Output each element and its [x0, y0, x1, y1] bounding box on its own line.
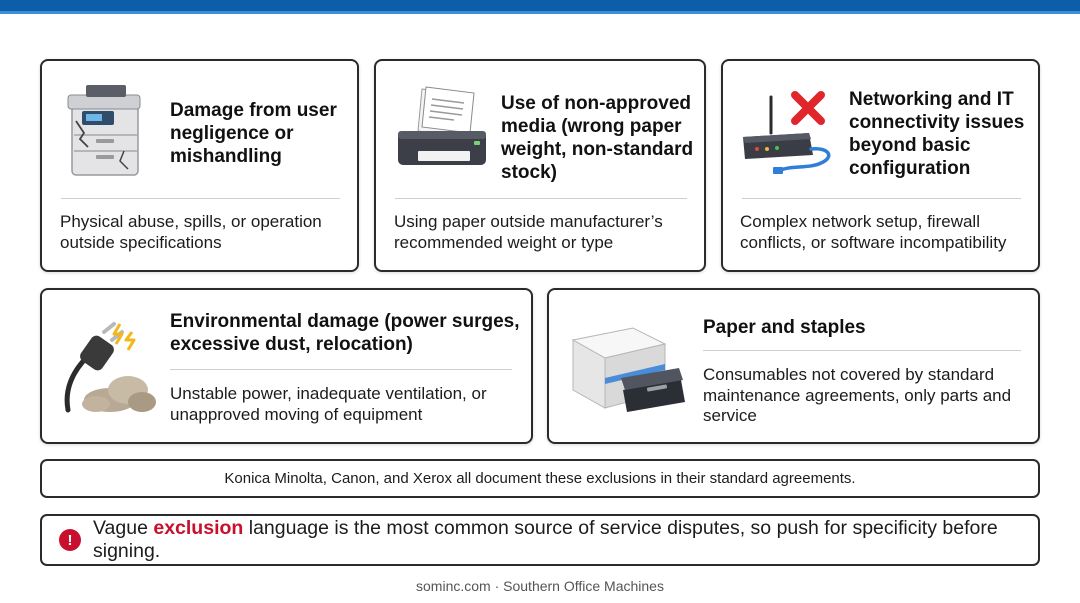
warning-text-before: Vague — [93, 517, 154, 539]
card-title: Networking and IT connectivity issues beyond basic configuration — [849, 89, 1025, 179]
card-title: Damage from user negligence or mishandling — [170, 100, 337, 167]
card-description: Physical abuse, spills, or operation outside specifications — [60, 212, 322, 252]
warning-text-after: language is the most common source of service disputes, so push for specificity before signing. — [93, 517, 998, 562]
top-accent-bar — [0, 0, 1080, 11]
top-accent-line — [0, 11, 1080, 14]
exclusion-card-environmental — [40, 288, 533, 444]
note-text: Konica Minolta, Canon, and Xerox all document these exclusions in their standard agreements. — [224, 470, 856, 487]
card-description: Using paper outside manufacturer’s recommended weight or type — [394, 212, 663, 252]
card-title: Use of non-approved media (wrong paper weight, non-standard stock) — [501, 93, 694, 183]
power-plug-dust-icon — [58, 318, 158, 414]
exclusion-card-non-approved-media — [374, 59, 706, 272]
warning-highlight: exclusion — [153, 517, 244, 539]
card-title: Environmental damage (power surges, excessive dust, relocation) — [170, 311, 520, 355]
exclusion-card-networking — [721, 59, 1040, 272]
manufacturer-note — [40, 459, 1040, 498]
footer-credit: sominc.com · Southern Office Machines — [416, 578, 664, 594]
damaged-printer-icon — [62, 81, 146, 181]
card-title: Paper and staples — [703, 317, 866, 338]
card-description: Complex network setup, firewall conflicts, or software incompatibility — [740, 212, 1007, 252]
warning-callout — [40, 514, 1040, 566]
printer-paper-icon — [392, 85, 492, 175]
card-divider — [703, 350, 1021, 351]
router-error-icon — [739, 91, 839, 177]
exclusion-card-paper-staples — [547, 288, 1040, 444]
exclusion-card-user-negligence — [40, 59, 359, 272]
card-divider — [742, 198, 1021, 199]
alert-icon: ! — [59, 529, 81, 551]
card-divider — [395, 198, 687, 199]
warning-text — [93, 517, 1038, 563]
card-divider — [170, 369, 512, 370]
card-divider — [61, 198, 340, 199]
card-description: Consumables not covered by standard maintenance agreements, only parts and service — [703, 365, 1012, 425]
card-description: Unstable power, inadequate ventilation, or unapproved moving of equipment — [170, 384, 487, 424]
paper-stapler-icon — [567, 320, 691, 416]
